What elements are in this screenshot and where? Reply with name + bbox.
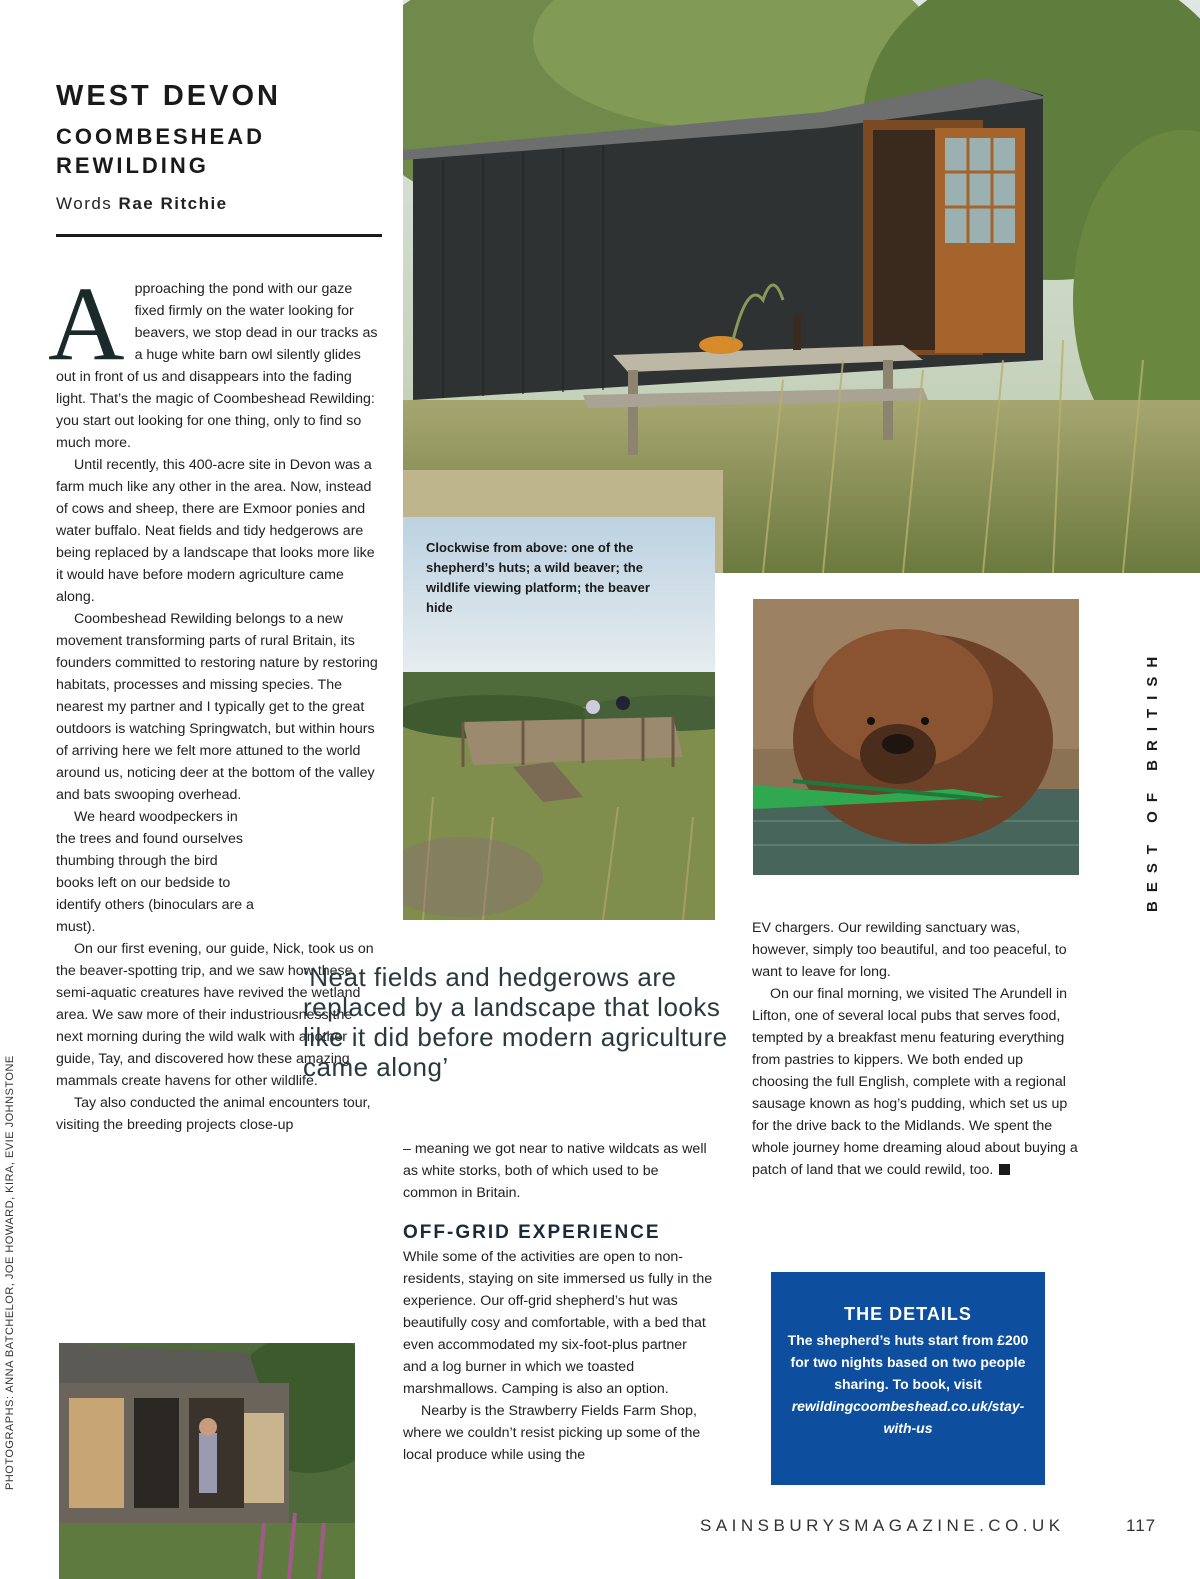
article-title: COOMBESHEAD REWILDING — [56, 124, 266, 178]
column-3-paragraph-1: EV chargers. Our rewilding sanctuary was, however, simply too beautiful, and too peaceful, to want to leave for long. — [752, 920, 1067, 980]
paragraph-1 — [48, 265, 382, 454]
article-column-2 — [403, 1138, 713, 1466]
details-box — [771, 1272, 1045, 1485]
photo-caption: Clockwise from above: one of the shepherd’s huts; a wild beaver; the wildlife viewing platform; the beaver hide — [426, 540, 650, 615]
photo-credit-text: PHOTOGRAPHS: ANNA BATCHELOR, JOE HOWARD, KIRA, EVIE JOHNSTONE — [4, 1055, 16, 1490]
byline-author: Rae Ritchie — [118, 194, 228, 213]
beaver-hide-photo — [59, 1343, 355, 1579]
end-of-article-mark — [999, 1164, 1010, 1175]
paragraph-2: Until recently, this 400-acre site in Devon was a farm much like any other in the area. Now, instead of cows and sheep, there are Exmoor ponies and water buffalo. Neat fields and tidy hedgerows are being replaced by a landscape that looks more like it would have before modern agriculture came along. — [56, 457, 375, 605]
section-kicker: WEST DEVON — [56, 80, 281, 112]
column-2-paragraph-2: Nearby is the Strawberry Fields Farm Shop, where we couldn’t resist picking up some of the local produce while using the — [403, 1403, 701, 1463]
paragraph-1-text: pproaching the pond with our gaze fixed firmly on the water looking for beavers, we stop dead in our tracks as a huge white barn owl silently glides out in front of us and disappears into the fading light. That’s the magic of Coombeshead Rewilding: you start out looking for one thing, only to find so much more. — [56, 281, 378, 451]
article-column-3 — [752, 917, 1078, 1181]
title-rule — [56, 234, 382, 237]
paragraph-5: On our first evening, our guide, Nick, took us on the beaver-spotting trip, and we saw how these semi-aquatic creatures have revived the wetland area. We saw more of their industriousness the next morning during the wild walk with another guide, Tay, and discovered how these amazing mammals create havens for other wildlife. — [56, 941, 374, 1089]
paragraph-6: Tay also conducted the animal encounters tour, visiting the breeding projects close-up — [56, 1095, 371, 1133]
page-number: 117 — [1126, 1516, 1157, 1535]
paragraph-3: Coombeshead Rewilding belongs to a new movement transforming parts of rural Britain, its founders committed to restoring nature by restoring habitats, processes and missing species. The nearest my partner and I typically get to the great outdoors is watching Springwatch, but within hours of arriving here we felt more attuned to the world around us, noticing deer at the bottom of the valley and bats swooping overhead. — [56, 611, 378, 803]
section-label-text: BEST OF BRITISH — [1144, 647, 1161, 912]
paragraph-4: We heard woodpeckers in the trees and found ourselves thumbing through the bird books left on our bedside to identify others (binoculars are a must). — [56, 809, 254, 935]
byline — [56, 194, 228, 214]
beaver-photo — [753, 599, 1079, 875]
pull-quote: ‘Neat fields and hedgerows are replaced by a landscape that looks like it did before modern agriculture came along’ — [303, 962, 728, 1082]
details-text: The shepherd’s huts start from £200 for two nights based on two people sharing. To book, visit — [787, 1332, 1029, 1392]
footer-site: SAINSBURYSMAGAZINE.CO.UK — [700, 1516, 1065, 1535]
shepherd-hut-photo — [403, 0, 1200, 573]
column-3-paragraph-2-text: On our final morning, we visited The Arundell in Lifton, one of several local pubs that serves food, tempted by a breakfast menu featuring everything from pastries to kippers. We both ended up choosing the full English, complete with a regional sausage known as hog’s pudding, which set us up for the drive back to the Midlands. We spent the whole journey home dreaming aloud about buying a patch of land that we could rewild, too. — [752, 986, 1078, 1178]
subhead-off-grid: OFF-GRID EXPERIENCE — [403, 1222, 661, 1243]
photo-credit — [2, 1000, 20, 1500]
byline-prefix: Words — [56, 194, 113, 213]
column-3-paragraph-2 — [752, 983, 1078, 1181]
details-link[interactable]: rewildingcoombeshead.co.uk/stay-with-us — [791, 1398, 1025, 1436]
column-2-paragraph-1: While some of the activities are open to non-residents, staying on site immersed us fully in the experience. Our off-grid shepherd’s hut was beautifully cosy and comfortable, with a bed that even accommodated my six-foot-plus partner and a log burner in which we toasted marshmallows. Camping is also an option. — [403, 1249, 713, 1397]
section-label — [1140, 647, 1168, 920]
column-2-intro: – meaning we got near to native wildcats as well as white storks, both of which used to be common in Britain. — [403, 1141, 707, 1201]
details-heading: THE DETAILS — [844, 1304, 972, 1324]
drop-cap: A — [48, 265, 125, 382]
